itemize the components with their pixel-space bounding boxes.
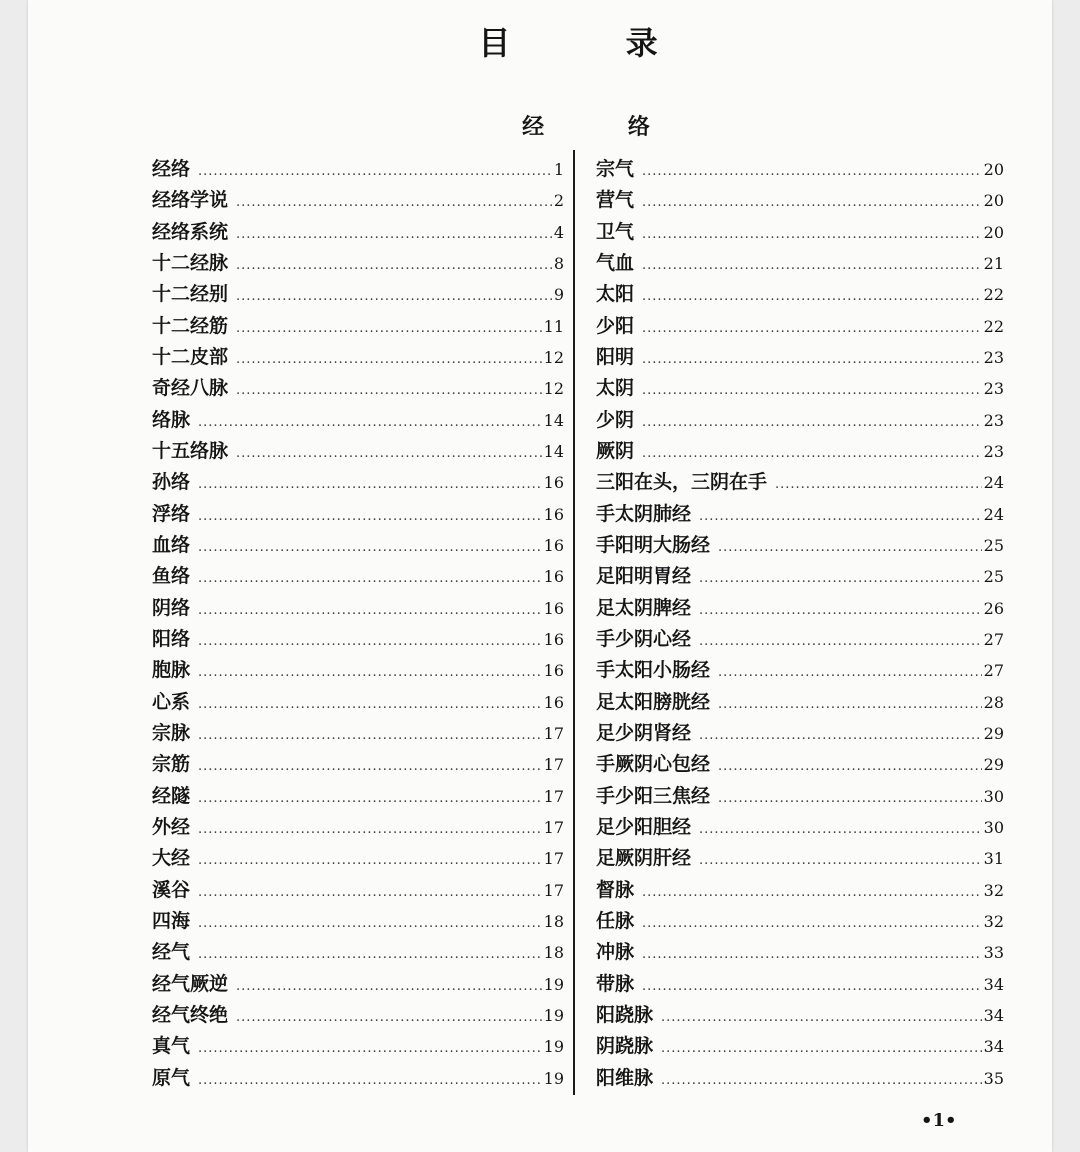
toc-leader-dots xyxy=(198,791,542,806)
toc-leader-dots xyxy=(236,258,552,273)
toc-entry-title: 鱼络 xyxy=(152,565,191,588)
toc-page-number: 1 xyxy=(553,160,564,179)
toc-page-number: 35 xyxy=(983,1068,1004,1088)
toc-entry xyxy=(152,217,564,248)
toc-leader-dots xyxy=(198,947,542,962)
toc-leader-dots xyxy=(198,415,542,430)
toc-page-number: 34 xyxy=(983,974,1004,994)
toc-page-number: 8 xyxy=(553,253,564,273)
toc-page-number: 17 xyxy=(543,786,564,806)
toc-leader-dots xyxy=(236,321,542,336)
toc-entry-title: 阳维脉 xyxy=(596,1066,654,1089)
toc-page-number: 20 xyxy=(983,160,1004,179)
toc-page-number: 9 xyxy=(553,285,564,305)
toc-page-number: 34 xyxy=(983,1005,1004,1025)
toc-entry xyxy=(152,373,564,404)
toc-leader-dots xyxy=(642,195,982,210)
toc-page-number: 16 xyxy=(543,504,564,524)
toc-entry-title: 宗气 xyxy=(596,158,635,180)
toc-entry-title: 胞脉 xyxy=(152,659,191,682)
toc-leader-dots xyxy=(642,383,982,398)
toc-entry xyxy=(152,781,564,812)
toc-entry xyxy=(152,467,564,498)
toc-entry xyxy=(596,812,1004,843)
toc-page-number: 21 xyxy=(983,253,1004,273)
toc-page-number: 22 xyxy=(983,285,1004,305)
toc-entry-title: 经络系统 xyxy=(152,220,229,243)
toc-entry xyxy=(152,1000,564,1031)
toc-entry xyxy=(596,499,1004,530)
toc-page-number: 18 xyxy=(543,911,564,931)
toc-page-number: 14 xyxy=(543,410,564,430)
toc-entry-title: 手少阳三焦经 xyxy=(596,784,711,807)
toc-page-number: 24 xyxy=(983,504,1004,524)
toc-leader-dots xyxy=(642,446,982,461)
toc-entry xyxy=(152,185,564,216)
toc-entry-title: 浮络 xyxy=(152,502,191,525)
toc-entry-title: 宗筋 xyxy=(152,753,191,776)
toc-leader-dots xyxy=(198,728,542,743)
toc-leader-dots xyxy=(236,446,542,461)
toc-leader-dots xyxy=(198,634,542,649)
toc-entry-title: 营气 xyxy=(596,189,635,212)
toc-entry xyxy=(596,248,1004,279)
toc-entry xyxy=(596,1031,1004,1062)
toc-entry-title: 手厥阴心包经 xyxy=(596,753,711,776)
toc-leader-dots xyxy=(642,289,982,304)
toc-entry xyxy=(596,154,1004,185)
toc-entry xyxy=(596,1000,1004,1031)
toc-leader-dots xyxy=(642,321,982,336)
toc-entry xyxy=(596,373,1004,404)
toc-entry-title: 十二经别 xyxy=(152,283,229,306)
toc-page-number: 32 xyxy=(983,880,1004,900)
toc-entry xyxy=(596,749,1004,780)
toc-leader-dots xyxy=(661,1041,982,1056)
toc-leader-dots xyxy=(699,634,982,649)
toc-leader-dots xyxy=(198,853,542,868)
toc-leader-dots xyxy=(642,352,982,367)
toc-entry xyxy=(152,624,564,655)
toc-leader-dots xyxy=(718,791,982,806)
toc-entry-title: 经隧 xyxy=(152,784,191,807)
toc-page-number: 19 xyxy=(543,1037,564,1057)
toc-entry xyxy=(152,530,564,561)
toc-entry xyxy=(596,561,1004,592)
toc-entry xyxy=(596,311,1004,342)
toc-page-number: 31 xyxy=(983,849,1004,869)
toc-entry xyxy=(152,311,564,342)
toc-entry-title: 任脉 xyxy=(596,909,635,932)
toc-entry-title: 足太阴脾经 xyxy=(596,596,692,619)
column-divider xyxy=(573,150,575,1095)
toc-entry-title: 经气厥逆 xyxy=(152,972,229,995)
toc-entry-title: 冲脉 xyxy=(596,941,635,964)
toc-leader-dots xyxy=(642,916,982,931)
toc-leader-dots xyxy=(642,885,982,900)
toc-entry-title: 十二经筋 xyxy=(152,314,229,337)
toc-entry xyxy=(152,342,564,373)
toc-leader-dots xyxy=(236,195,552,210)
toc-entry-title: 少阴 xyxy=(596,408,635,431)
toc-entry xyxy=(152,718,564,749)
toc-entry-title: 足少阴肾经 xyxy=(596,721,692,744)
toc-entry xyxy=(152,1063,564,1094)
toc-page-number: 12 xyxy=(543,347,564,367)
toc-entry xyxy=(596,969,1004,1000)
toc-entry xyxy=(596,624,1004,655)
toc-page-number: 23 xyxy=(983,441,1004,461)
toc-entry-title: 三阳在头，三阴在手 xyxy=(596,471,768,494)
toc-page-number: 4 xyxy=(553,222,564,242)
toc-entry-title: 手少阴心经 xyxy=(596,627,692,650)
toc-column-right xyxy=(596,154,1004,1094)
toc-page-number: 20 xyxy=(983,191,1004,211)
toc-entry-title: 阴跷脉 xyxy=(596,1035,654,1058)
toc-page-number: 33 xyxy=(983,943,1004,963)
toc-page-number: 17 xyxy=(543,880,564,900)
toc-entry xyxy=(596,217,1004,248)
toc-entry-title: 阳络 xyxy=(152,627,191,650)
toc-entry xyxy=(152,279,564,310)
toc-entry-title: 足少阳胆经 xyxy=(596,815,692,838)
toc-leader-dots xyxy=(236,227,552,242)
toc-page-number: 16 xyxy=(543,598,564,618)
toc-entry xyxy=(152,812,564,843)
toc-page-number: 20 xyxy=(983,222,1004,242)
toc-entry-title: 经络学说 xyxy=(152,189,229,212)
toc-page-number: 30 xyxy=(983,786,1004,806)
toc-leader-dots xyxy=(236,1010,542,1025)
toc-page-number: 18 xyxy=(543,943,564,963)
toc-entry-title: 十二经脉 xyxy=(152,251,229,274)
toc-leader-dots xyxy=(661,1010,982,1025)
toc-entry xyxy=(596,279,1004,310)
toc-leader-dots xyxy=(198,822,542,837)
toc-entry xyxy=(596,875,1004,906)
toc-entry xyxy=(596,781,1004,812)
toc-entry-title: 手阳明大肠经 xyxy=(596,533,711,556)
toc-page-number: 17 xyxy=(543,817,564,837)
toc-page-number: 26 xyxy=(983,598,1004,618)
toc-leader-dots xyxy=(198,665,542,680)
toc-entry xyxy=(152,875,564,906)
toc-leader-dots xyxy=(198,477,542,492)
toc-leader-dots xyxy=(198,759,542,774)
toc-entry xyxy=(596,185,1004,216)
toc-entry xyxy=(596,937,1004,968)
toc-page-number: 16 xyxy=(543,473,564,493)
toc-leader-dots xyxy=(198,885,542,900)
toc-leader-dots xyxy=(718,697,982,712)
toc-entry-title: 足太阳膀胱经 xyxy=(596,690,711,713)
toc-entry xyxy=(596,342,1004,373)
toc-leader-dots xyxy=(661,1073,982,1088)
toc-leader-dots xyxy=(642,979,982,994)
toc-entry-title: 心系 xyxy=(152,690,191,713)
toc-entry-title: 经络 xyxy=(152,158,191,180)
toc-page-number: 17 xyxy=(543,849,564,869)
toc-entry-title: 阳跷脉 xyxy=(596,1003,654,1026)
toc-entry-title: 督脉 xyxy=(596,878,635,901)
toc-leader-dots xyxy=(775,477,982,492)
toc-entry-title: 原气 xyxy=(152,1066,191,1089)
toc-entry-title: 外经 xyxy=(152,815,191,838)
toc-page-number: 12 xyxy=(543,379,564,399)
toc-entry-title: 厥阴 xyxy=(596,439,635,462)
toc-entry-title: 太阴 xyxy=(596,377,635,400)
toc-entry xyxy=(596,530,1004,561)
toc-entry-title: 大经 xyxy=(152,847,191,870)
toc-page-number: 23 xyxy=(983,379,1004,399)
toc-page-number: 14 xyxy=(543,441,564,461)
toc-column-left xyxy=(152,154,564,1094)
toc-page-number: 23 xyxy=(983,410,1004,430)
toc-leader-dots xyxy=(718,665,982,680)
toc-page-number: 30 xyxy=(983,817,1004,837)
toc-page-number: 16 xyxy=(543,567,564,587)
toc-entry xyxy=(596,405,1004,436)
toc-page-number: 11 xyxy=(543,316,564,336)
page-number: •1• xyxy=(921,1110,957,1131)
toc-entry xyxy=(596,467,1004,498)
toc-entry xyxy=(152,405,564,436)
toc-page-number: 19 xyxy=(543,1068,564,1088)
toc-entry-title: 溪谷 xyxy=(152,878,191,901)
toc-page-number: 28 xyxy=(983,692,1004,712)
toc-entry-title: 奇经八脉 xyxy=(152,377,229,400)
toc-entry xyxy=(152,687,564,718)
toc-leader-dots xyxy=(718,540,982,555)
toc-leader-dots xyxy=(198,164,552,179)
toc-entry-title: 阳明 xyxy=(596,345,635,368)
toc-entry-title: 真气 xyxy=(152,1035,191,1058)
toc-entry-title: 气血 xyxy=(596,251,635,274)
toc-entry xyxy=(152,593,564,624)
toc-entry-title: 孙络 xyxy=(152,471,191,494)
toc-entry-title: 十二皮部 xyxy=(152,345,229,368)
toc-entry-title: 经气 xyxy=(152,941,191,964)
toc-page-number: 16 xyxy=(543,629,564,649)
toc-entry xyxy=(152,154,564,185)
toc-entry-title: 血络 xyxy=(152,533,191,556)
toc-leader-dots xyxy=(198,916,542,931)
toc-entry xyxy=(596,655,1004,686)
toc-entry xyxy=(152,248,564,279)
toc-leader-dots xyxy=(642,164,982,179)
toc-leader-dots xyxy=(699,509,982,524)
toc-leader-dots xyxy=(236,979,542,994)
toc-entry-title: 少阳 xyxy=(596,314,635,337)
toc-entry-title: 手太阴肺经 xyxy=(596,502,692,525)
toc-page-number: 34 xyxy=(983,1037,1004,1057)
toc-page-number: 27 xyxy=(983,661,1004,681)
toc-entry-title: 带脉 xyxy=(596,972,635,995)
toc-entry-title: 经气终绝 xyxy=(152,1003,229,1026)
toc-entry-title: 足厥阴肝经 xyxy=(596,847,692,870)
toc-leader-dots xyxy=(642,258,982,273)
toc-page-number: 23 xyxy=(983,347,1004,367)
toc-leader-dots xyxy=(718,759,982,774)
toc-entry-title: 手太阳小肠经 xyxy=(596,659,711,682)
toc-entry-title: 太阳 xyxy=(596,283,635,306)
toc-page-number: 16 xyxy=(543,661,564,681)
toc-page-number: 25 xyxy=(983,535,1004,555)
toc-entry-title: 四海 xyxy=(152,909,191,932)
toc-leader-dots xyxy=(236,289,552,304)
page-title: 目 录 xyxy=(478,24,710,62)
toc-leader-dots xyxy=(198,540,542,555)
toc-leader-dots xyxy=(198,1073,542,1088)
toc-page-number: 17 xyxy=(543,723,564,743)
toc-leader-dots xyxy=(699,728,982,743)
toc-entry xyxy=(596,906,1004,937)
toc-leader-dots xyxy=(699,603,982,618)
toc-page-number: 2 xyxy=(553,191,564,211)
toc-leader-dots xyxy=(198,697,542,712)
toc-leader-dots xyxy=(236,352,542,367)
toc-entry-title: 阴络 xyxy=(152,596,191,619)
toc-leader-dots xyxy=(642,227,982,242)
toc-entry xyxy=(152,937,564,968)
toc-entry xyxy=(152,749,564,780)
toc-entry-title: 络脉 xyxy=(152,408,191,431)
toc-entry xyxy=(152,906,564,937)
toc-entry xyxy=(596,436,1004,467)
toc-entry xyxy=(596,718,1004,749)
toc-leader-dots xyxy=(236,383,542,398)
toc-leader-dots xyxy=(642,947,982,962)
toc-entry xyxy=(596,1063,1004,1094)
toc-page-number: 19 xyxy=(543,974,564,994)
toc-page-number: 17 xyxy=(543,755,564,775)
toc-entry-title: 卫气 xyxy=(596,220,635,243)
toc-leader-dots xyxy=(699,853,982,868)
toc-leader-dots xyxy=(642,415,982,430)
toc-entry xyxy=(596,593,1004,624)
section-title: 经 络 xyxy=(522,114,688,140)
toc-page-number: 25 xyxy=(983,567,1004,587)
toc-page-number: 24 xyxy=(983,473,1004,493)
toc-page-number: 32 xyxy=(983,911,1004,931)
toc-page-number: 29 xyxy=(983,723,1004,743)
toc-entry-title: 宗脉 xyxy=(152,721,191,744)
toc-page-number: 16 xyxy=(543,692,564,712)
toc-leader-dots xyxy=(198,571,542,586)
toc-entry xyxy=(152,969,564,1000)
toc-entry-title: 足阳明胃经 xyxy=(596,565,692,588)
toc-leader-dots xyxy=(699,571,982,586)
toc-entry xyxy=(152,843,564,874)
document-page xyxy=(28,0,1052,1152)
toc-page-number: 27 xyxy=(983,629,1004,649)
toc-entry xyxy=(152,561,564,592)
toc-page-number: 22 xyxy=(983,316,1004,336)
toc-entry-title: 十五络脉 xyxy=(152,439,229,462)
toc-entry xyxy=(152,655,564,686)
toc-page-number: 29 xyxy=(983,755,1004,775)
toc-entry xyxy=(152,499,564,530)
toc-entry xyxy=(152,436,564,467)
toc-entry xyxy=(152,1031,564,1062)
toc-page-number: 19 xyxy=(543,1005,564,1025)
toc-leader-dots xyxy=(198,603,542,618)
toc-entry xyxy=(596,843,1004,874)
toc-page-number: 16 xyxy=(543,535,564,555)
toc-leader-dots xyxy=(198,1041,542,1056)
toc-entry xyxy=(596,687,1004,718)
toc-leader-dots xyxy=(699,822,982,837)
toc-leader-dots xyxy=(198,509,542,524)
